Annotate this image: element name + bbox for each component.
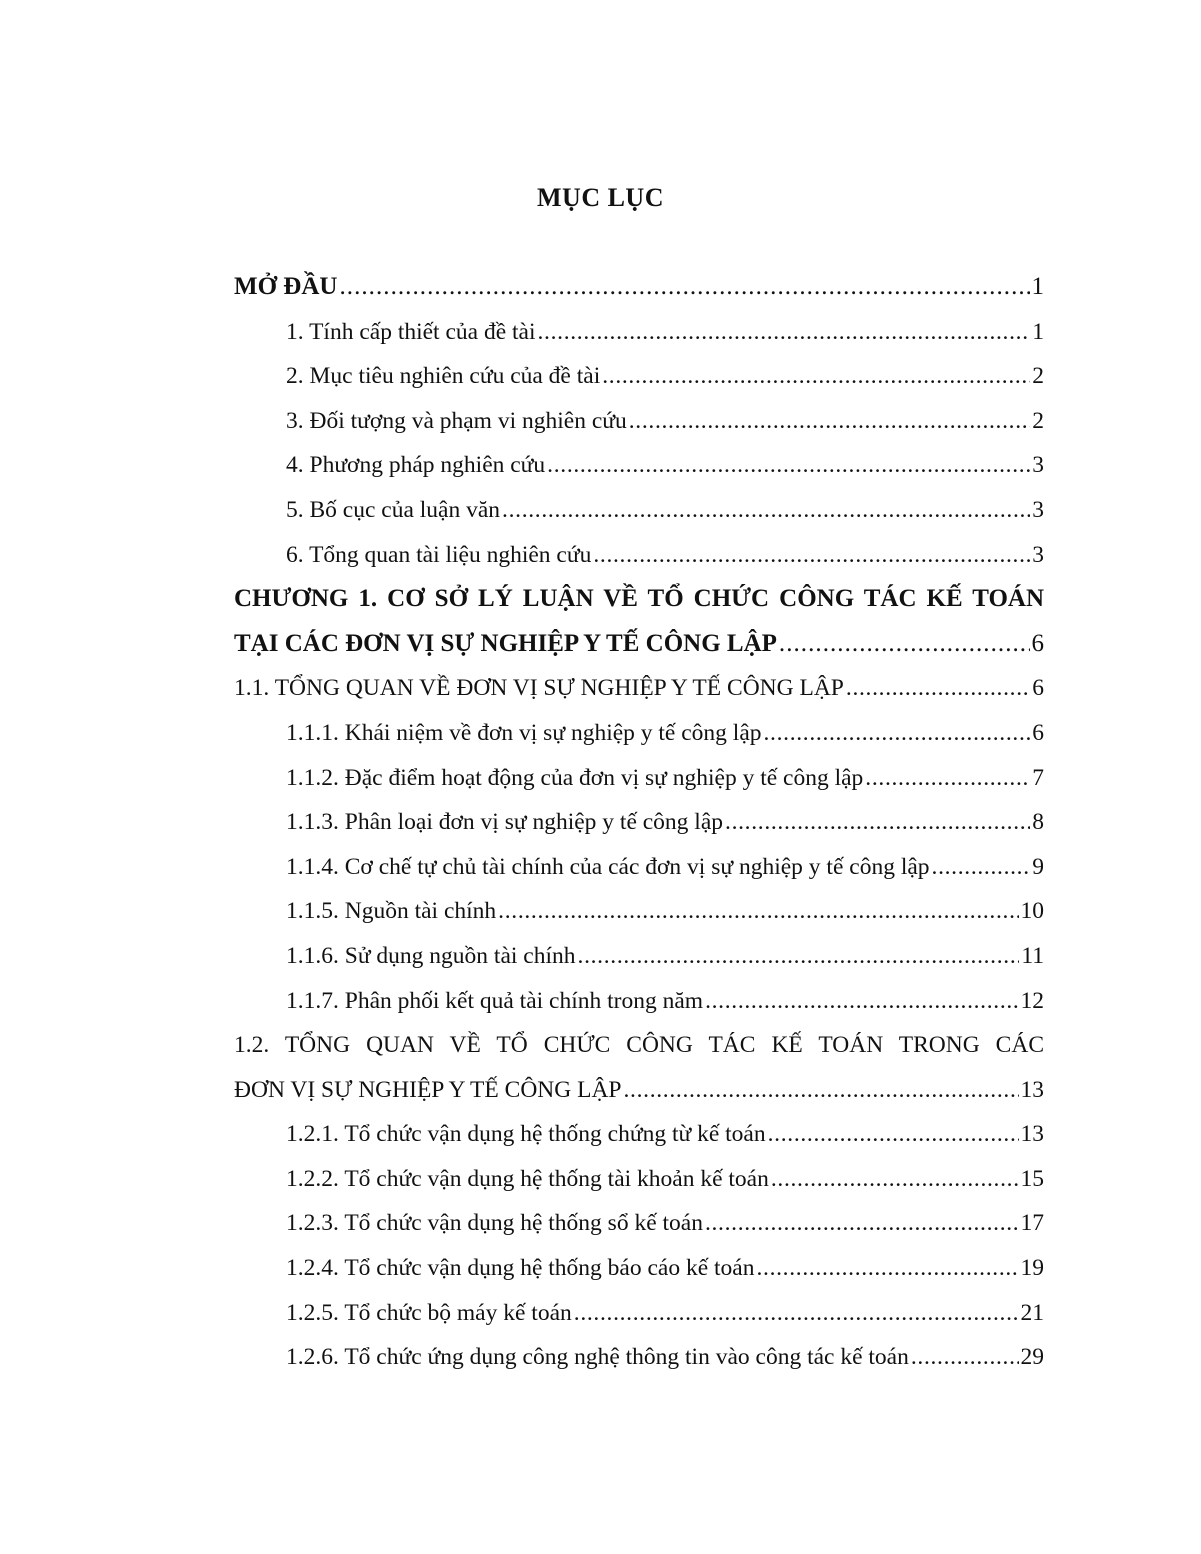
toc-page-number: 6: [1031, 629, 1044, 657]
toc-page-number: 2: [1032, 407, 1044, 434]
dot-leader: [725, 800, 1030, 845]
toc-page-number: 17: [1020, 1210, 1044, 1237]
toc-page-number: 12: [1020, 987, 1044, 1014]
toc-entry-text: 2. Mục tiêu nghiên cứu của đề tài: [286, 363, 601, 390]
toc-entry-line: [286, 1112, 1044, 1157]
toc-entry-text: 1.1.2. Đặc điểm hoạt động của đơn vị sự nghiệp y tế công lập: [286, 764, 864, 791]
dot-leader: [756, 1246, 1018, 1291]
toc-entry-line: CHƯƠNG 1. CƠ SỞ LÝ LUẬN VỀ TỔ CHỨC CÔNG TÁC KẾ TOÁN: [234, 585, 1044, 613]
dot-leader: [779, 622, 1030, 667]
dot-leader: [705, 1201, 1019, 1246]
dot-leader: [538, 310, 1031, 355]
toc-entry-line: [286, 443, 1044, 488]
toc-entry-text: 1.1.1. Khái niệm về đơn vị sự nghiệp y tế công lập: [286, 719, 762, 746]
toc-page-number: 6: [1032, 675, 1044, 702]
toc-page-number: 1: [1032, 318, 1044, 345]
toc-page-number: 21: [1020, 1299, 1044, 1326]
toc-page-number: 13: [1020, 1076, 1044, 1103]
toc-entry-line: [286, 354, 1044, 399]
toc-entry-text: 1.1.5. Nguồn tài chính: [286, 898, 497, 925]
toc-entry-text: 1.2.2. Tổ chức vận dụng hệ thống tài khoản kế toán: [286, 1165, 769, 1192]
toc-entry: [234, 1157, 1044, 1202]
toc-page-number: 11: [1021, 942, 1044, 969]
toc-page-number: 1: [1031, 273, 1044, 300]
toc-page-number: 9: [1032, 853, 1044, 880]
toc-entry-text: 5. Bố cục của luận văn: [286, 496, 501, 523]
toc-entry-text: 1.2.6. Tổ chức ứng dụng công nghệ thông tin vào công tác kế toán: [286, 1344, 909, 1371]
toc-entry-line: 1.2. TỔNG QUAN VỀ TỔ CHỨC CÔNG TÁC KẾ TOÁN TRONG CÁC: [234, 1032, 1044, 1059]
toc-entry: [234, 354, 1044, 399]
toc-entry-text: MỞ ĐẦU: [234, 273, 338, 300]
toc-entry-text: 1.1.3. Phân loại đơn vị sự nghiệp y tế công lập: [286, 809, 724, 836]
toc-entry-line: [234, 666, 1044, 711]
toc-entry-text: 1.2.3. Tổ chức vận dụng hệ thống sổ kế toán: [286, 1210, 703, 1237]
toc-entry: [234, 399, 1044, 444]
toc-entry: [234, 310, 1044, 355]
dot-leader: [705, 979, 1018, 1024]
toc-entry: [234, 1068, 1044, 1113]
dot-leader: [629, 399, 1031, 444]
toc-entry: [234, 979, 1044, 1024]
dot-leader: [865, 756, 1030, 801]
toc-entry-line: [286, 711, 1044, 756]
toc-entry-text: 1.1.7. Phân phối kết quả tài chính trong năm: [286, 987, 704, 1014]
toc-entry-text: 1.2.4. Tổ chức vận dụng hệ thống báo cáo kế toán: [286, 1255, 755, 1282]
toc-page-number: 29: [1020, 1344, 1044, 1371]
toc-page-number: 3: [1032, 452, 1044, 479]
toc-entry-text: 1.1.4. Cơ chế tự chủ tài chính của các đơn vị sự nghiệp y tế công lập: [286, 853, 930, 880]
toc-entry-text: 1.2.1. Tổ chức vận dụng hệ thống chứng từ kế toán: [286, 1121, 766, 1148]
toc-page-number: 10: [1020, 898, 1044, 925]
dot-leader: [602, 354, 1030, 399]
toc-entry: [234, 666, 1044, 711]
table-of-contents: [234, 265, 1044, 1380]
toc-entry-line: [234, 1068, 1044, 1113]
toc-entry: [234, 1335, 1044, 1380]
dot-leader: [764, 711, 1031, 756]
dot-leader: [846, 666, 1030, 711]
toc-entry-text: 1.1.6. Sử dụng nguồn tài chính: [286, 942, 576, 969]
toc-entry-text: 3. Đối tượng và phạm vi nghiên cứu: [286, 407, 627, 434]
page-title: MỤC LỤC: [537, 183, 664, 212]
toc-entry: [234, 488, 1044, 533]
toc-entry: [234, 711, 1044, 756]
dot-leader: [339, 265, 1029, 310]
toc-entry-text: TẠI CÁC ĐƠN VỊ SỰ NGHIỆP Y TẾ CÔNG LẬP: [234, 629, 777, 657]
toc-entry: [234, 889, 1044, 934]
toc-entry-line: [286, 533, 1044, 578]
toc-entry-line: [286, 1246, 1044, 1291]
toc-entry-line: [286, 310, 1044, 355]
toc-page-number: 8: [1032, 809, 1044, 836]
dot-leader: [498, 889, 1018, 934]
toc-entry-line: [286, 845, 1044, 890]
toc-entry: [234, 265, 1044, 310]
dot-leader: [768, 1112, 1019, 1157]
toc-entry: [234, 1112, 1044, 1157]
dot-leader: [502, 488, 1030, 533]
toc-entry: [234, 622, 1044, 667]
toc-page-number: 2: [1032, 363, 1044, 390]
toc-entry: [234, 1291, 1044, 1336]
toc-entry: [234, 845, 1044, 890]
toc-entry-text: 1.1. TỔNG QUAN VỀ ĐƠN VỊ SỰ NGHIỆP Y TẾ CÔNG LẬP: [234, 675, 844, 702]
toc-entry-text: 1.2.5. Tổ chức bộ máy kế toán: [286, 1299, 572, 1326]
toc-entry-line: [286, 756, 1044, 801]
dot-leader: [932, 845, 1031, 890]
toc-entry-text: 6. Tổng quan tài liệu nghiên cứu: [286, 541, 592, 568]
toc-entry-line: [286, 934, 1044, 979]
toc-entry-line: [286, 1201, 1044, 1246]
toc-entry: [234, 1246, 1044, 1291]
dot-leader: [574, 1291, 1019, 1336]
toc-entry-line: [286, 1157, 1044, 1202]
dot-leader: [911, 1335, 1019, 1380]
toc-entry-line: [286, 800, 1044, 845]
toc-entry-line: [286, 488, 1044, 533]
toc-entry: [234, 443, 1044, 488]
toc-entry-text: 1. Tính cấp thiết của đề tài: [286, 318, 536, 345]
toc-entry-line: [286, 399, 1044, 444]
toc-entry: [234, 1201, 1044, 1246]
toc-entry: [234, 800, 1044, 845]
toc-entry-line: [234, 265, 1044, 310]
toc-entry: [234, 756, 1044, 801]
toc-page-number: 6: [1032, 719, 1044, 746]
toc-entry: [234, 533, 1044, 578]
toc-page-number: 3: [1032, 496, 1044, 523]
toc-entry-line: [234, 622, 1044, 667]
toc-entry-line: [286, 979, 1044, 1024]
toc-page-number: 19: [1020, 1255, 1044, 1282]
dot-leader: [771, 1157, 1019, 1202]
dot-leader: [624, 1068, 1019, 1113]
toc-entry: [234, 934, 1044, 979]
toc-page-number: 7: [1032, 764, 1044, 791]
dot-leader: [593, 533, 1030, 578]
toc-entry-text: 4. Phương pháp nghiên cứu: [286, 452, 546, 479]
toc-page-number: 15: [1020, 1165, 1044, 1192]
toc-entry-line: [286, 1335, 1044, 1380]
dot-leader: [578, 934, 1020, 979]
toc-page-number: 13: [1020, 1121, 1044, 1148]
dot-leader: [547, 443, 1030, 488]
toc-entry-text: ĐƠN VỊ SỰ NGHIỆP Y TẾ CÔNG LẬP: [234, 1076, 622, 1103]
toc-entry-line: [286, 1291, 1044, 1336]
toc-entry-line: [286, 889, 1044, 934]
toc-page-number: 3: [1032, 541, 1044, 568]
